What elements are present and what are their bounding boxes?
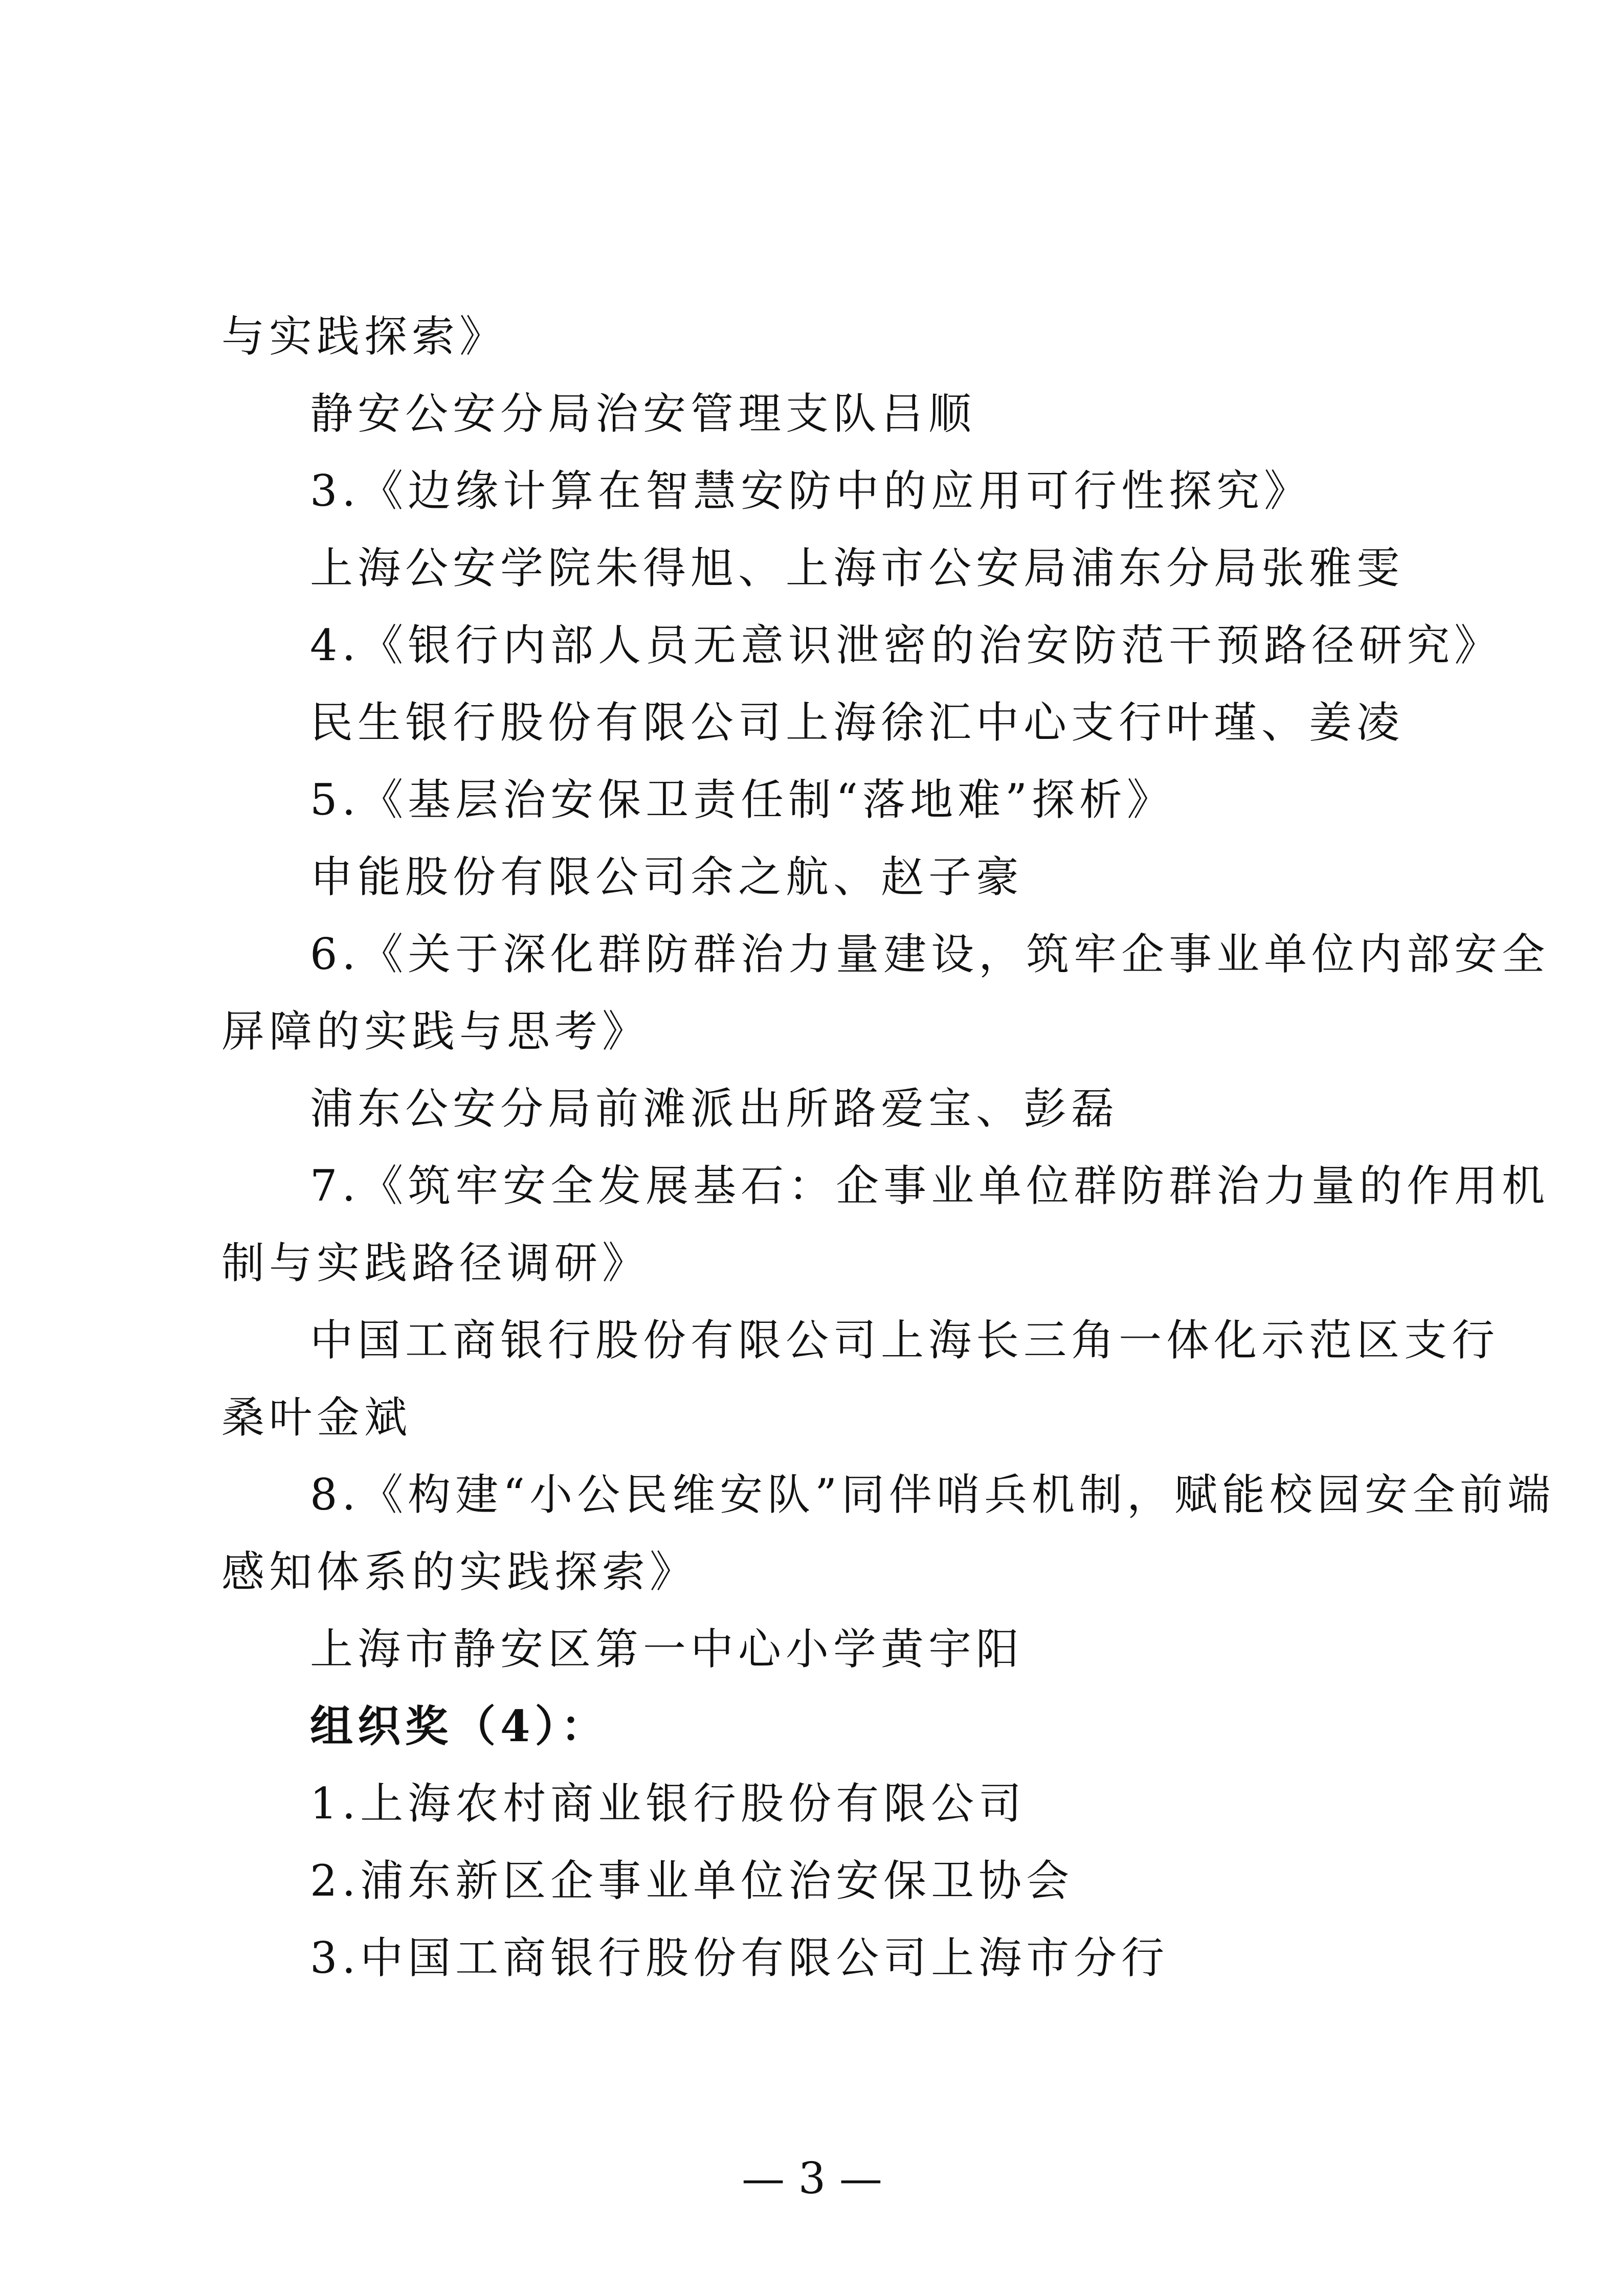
award-item: 3.中国工商银行股份有限公司上海市分行 (310, 1933, 1169, 1983)
author-line: 浦东公安分局前滩派出所路爱宝、彭磊 (310, 1084, 1119, 1134)
author-line: 申能股份有限公司余之航、赵子豪 (310, 852, 1024, 902)
author-line: 上海市静安区第一中心小学黄宇阳 (310, 1624, 1024, 1674)
paper-title: 4.《银行内部人员无意识泄密的治安防范干预路径研究》 (310, 620, 1502, 670)
title-continuation: 与实践探索》 (221, 311, 507, 362)
author-line: 静安公安分局治安管理支队吕顺 (310, 389, 976, 439)
page-number: — 3 — (742, 2153, 882, 2203)
award-item: 2.浦东新区企事业单位治安保卫协会 (310, 1856, 1074, 1906)
author-line: 中国工商银行股份有限公司上海长三角一体化示范区支行 (310, 1315, 1500, 1365)
section-heading: 组织奖（4）： (310, 1701, 609, 1751)
author-line: 上海公安学院朱得旭、上海市公安局浦东分局张雅雯 (310, 543, 1405, 593)
paper-title: 3.《边缘计算在智慧安防中的应用可行性探究》 (310, 466, 1312, 516)
paper-title: 7.《筑牢安全发展基石：企事业单位群防群治力量的作用机 (310, 1161, 1550, 1211)
author-continuation: 桑叶金斌 (221, 1392, 412, 1443)
paper-title: 6.《关于深化群防群治力量建设，筑牢企事业单位内部安全 (310, 929, 1550, 979)
author-line: 民生银行股份有限公司上海徐汇中心支行叶瑾、姜凌 (310, 697, 1405, 748)
title-continuation: 屏障的实践与思考》 (221, 1006, 650, 1056)
title-continuation: 制与实践路径调研》 (221, 1238, 650, 1288)
title-continuation: 感知体系的实践探索》 (221, 1547, 698, 1597)
award-item: 1.上海农村商业银行股份有限公司 (310, 1779, 1027, 1829)
paper-title: 5.《基层治安保卫责任制“落地难”探析》 (310, 775, 1175, 825)
paper-title: 8.《构建“小公民维安队”同伴哨兵机制，赋能校园安全前端 (310, 1470, 1555, 1520)
